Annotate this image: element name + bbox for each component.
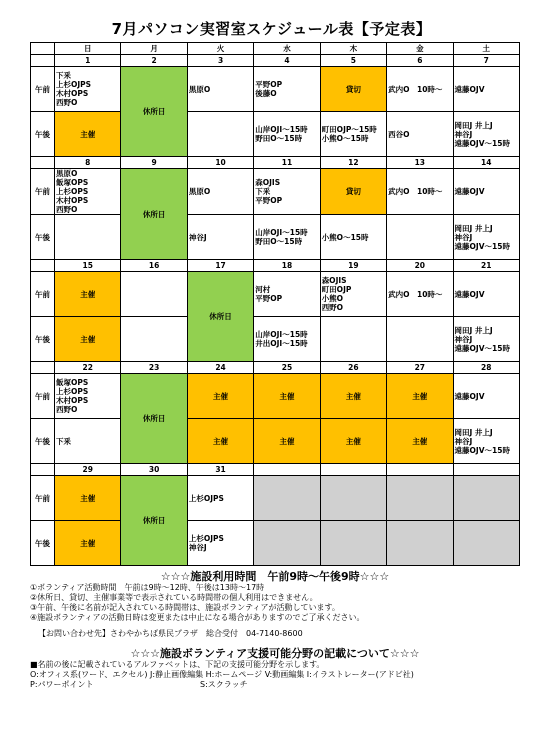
schedule-table bbox=[30, 42, 520, 566]
slot-sun-pm: 主催 bbox=[55, 317, 121, 362]
slot-sun-am: 主催 bbox=[55, 272, 121, 317]
date-thu: 5 bbox=[320, 55, 386, 67]
slot-thu-am: 森OJIS 町田OJP 小熊O 西野O bbox=[320, 272, 386, 317]
pm-label: 午後 bbox=[31, 419, 55, 464]
date-wed bbox=[254, 464, 320, 476]
slot-sun-am: 飯塚OPS 上杉OPS 木村OPS 西野O bbox=[55, 374, 121, 419]
date-tue: 3 bbox=[187, 55, 253, 67]
page-title: 7月パソコン実習室スケジュール表【予定表】 bbox=[111, 20, 432, 38]
slot-thu-pm bbox=[320, 317, 386, 362]
contact-info: 【お問い合わせ先】さわやかちば県民プラザ 総合受付 04-7140-8600 bbox=[38, 629, 303, 638]
slot-mon-pm bbox=[121, 317, 187, 362]
date-mon: 2 bbox=[121, 55, 187, 67]
date-row bbox=[31, 157, 520, 169]
note-line-4: ④施設ボランティアの活動日時は変更または中止になる場合がありますのでご了承ください。 bbox=[30, 613, 365, 622]
date-sun: 29 bbox=[55, 464, 121, 476]
date-tue: 10 bbox=[187, 157, 253, 169]
am-label: 午前 bbox=[31, 476, 55, 521]
am-label: 午前 bbox=[31, 67, 55, 112]
date-row bbox=[31, 55, 520, 67]
slot-mon-am bbox=[121, 272, 187, 317]
pm-label: 午後 bbox=[31, 521, 55, 566]
notes-section bbox=[30, 572, 520, 690]
date-sun: 8 bbox=[55, 157, 121, 169]
date-fri: 13 bbox=[387, 157, 453, 169]
am-row bbox=[31, 169, 520, 215]
date-tue: 17 bbox=[187, 260, 253, 272]
legend-line-1: O:オフィス系(ワード、エクセル) J:静止画像編集 H:ホームページ V:動画編集 I:イラストレーター(アドビ社) bbox=[30, 670, 414, 679]
am-row bbox=[31, 272, 520, 317]
legend-line-2 bbox=[30, 680, 520, 690]
date-sat: 28 bbox=[453, 362, 519, 374]
date-sat bbox=[453, 464, 519, 476]
slot-tue-pm: 主催 bbox=[187, 419, 253, 464]
pm-row bbox=[31, 112, 520, 157]
slot-thu-pm: 町田OJP～15時 小熊O～15時 bbox=[320, 112, 386, 157]
slot-sun-am: 下釆 上杉OJPS 木村OPS 西野O bbox=[55, 67, 121, 112]
date-row bbox=[31, 260, 520, 272]
closed-day-cell: 休所日 bbox=[121, 67, 187, 157]
am-label: 午前 bbox=[31, 374, 55, 419]
slot-tue-am: 上杉OJPS bbox=[187, 476, 253, 521]
closed-day-cell: 休所日 bbox=[121, 169, 187, 260]
date-sun: 15 bbox=[55, 260, 121, 272]
slot-sun-am: 主催 bbox=[55, 476, 121, 521]
slot-fri-pm: 西谷O bbox=[387, 112, 453, 157]
slot-sat-pm: 岡田J 井上J 神谷J 遠藤OJV～15時 bbox=[453, 317, 519, 362]
weekday-thu: 木 bbox=[320, 43, 386, 55]
slot-wed-pm: 山岸OJI～15時 井出OJI～15時 bbox=[254, 317, 320, 362]
date-thu: 19 bbox=[320, 260, 386, 272]
note-line-1: ①ボランティア活動時間 午前は9時～12時、午後は13時～17時 bbox=[30, 583, 265, 592]
slot-sat-am: 遠藤OJV bbox=[453, 67, 519, 112]
slot-wed-am bbox=[254, 476, 320, 521]
am-label: 午前 bbox=[31, 272, 55, 317]
date-mon: 16 bbox=[121, 260, 187, 272]
weekday-fri: 金 bbox=[387, 43, 453, 55]
weekday-sat: 土 bbox=[453, 43, 519, 55]
slot-thu-pm: 小熊O～15時 bbox=[320, 215, 386, 260]
weekday-mon: 月 bbox=[121, 43, 187, 55]
date-tue: 31 bbox=[187, 464, 253, 476]
slot-tue-pm bbox=[187, 112, 253, 157]
slot-fri-am: 武内O 10時～ bbox=[387, 67, 453, 112]
note-line-3: ③午前、午後に名前が記入されている時間帯は、施設ボランティアが活動しています。 bbox=[30, 603, 340, 612]
slot-wed-pm: 主催 bbox=[254, 419, 320, 464]
pm-label: 午後 bbox=[31, 215, 55, 260]
slot-sat-pm bbox=[453, 521, 519, 566]
date-sun: 1 bbox=[55, 55, 121, 67]
slot-wed-am: 平野OP 後藤O bbox=[254, 67, 320, 112]
date-fri: 6 bbox=[387, 55, 453, 67]
date-thu: 12 bbox=[320, 157, 386, 169]
legend-intro: ■名前の後に記載されているアルファベットは、下記の支援可能分野を示します。 bbox=[30, 660, 325, 669]
am-row bbox=[31, 476, 520, 521]
slot-sun-am: 黒原O 飯塚OPS 上杉OPS 木村OPS 西野O bbox=[55, 169, 121, 215]
legend-s: S:スクラッチ bbox=[200, 680, 248, 689]
slot-wed-pm bbox=[254, 521, 320, 566]
slot-wed-am: 森OJIS 下釆 平野OP bbox=[254, 169, 320, 215]
slot-sat-am: 遠藤OJV bbox=[453, 169, 519, 215]
date-row-label bbox=[31, 464, 55, 476]
pm-label: 午後 bbox=[31, 317, 55, 362]
slot-fri-pm bbox=[387, 317, 453, 362]
slot-tue-am: 黒原O bbox=[187, 169, 253, 215]
slot-thu-am: 貸切 bbox=[320, 67, 386, 112]
date-wed: 25 bbox=[254, 362, 320, 374]
date-sat: 7 bbox=[453, 55, 519, 67]
date-wed: 18 bbox=[254, 260, 320, 272]
slot-tue-pm: 上杉OJPS 神谷J bbox=[187, 521, 253, 566]
date-fri bbox=[387, 464, 453, 476]
slot-sun-pm: 主催 bbox=[55, 521, 121, 566]
am-row bbox=[31, 67, 520, 112]
slot-thu-am: 主催 bbox=[320, 374, 386, 419]
date-fri: 20 bbox=[387, 260, 453, 272]
weekday-tue: 火 bbox=[187, 43, 253, 55]
pm-row bbox=[31, 317, 520, 362]
weekday-header-row bbox=[31, 43, 520, 55]
slot-sat-pm: 岡田J 井上J 神谷J 遠藤OJV～15時 bbox=[453, 112, 519, 157]
pm-row bbox=[31, 521, 520, 566]
closed-day-cell: 休所日 bbox=[121, 374, 187, 464]
closed-day-cell: 休所日 bbox=[121, 476, 187, 566]
slot-fri-pm bbox=[387, 215, 453, 260]
slot-sat-am bbox=[453, 476, 519, 521]
slot-tue-am: 黒原O bbox=[187, 67, 253, 112]
slot-wed-am: 河村 平野OP bbox=[254, 272, 320, 317]
slot-sun-pm bbox=[55, 215, 121, 260]
date-mon: 23 bbox=[121, 362, 187, 374]
slot-sun-pm: 下釆 bbox=[55, 419, 121, 464]
slot-thu-pm bbox=[320, 521, 386, 566]
date-mon: 30 bbox=[121, 464, 187, 476]
am-label: 午前 bbox=[31, 169, 55, 215]
legend-p: P:パワーポイント bbox=[30, 680, 94, 689]
slot-sat-am: 遠藤OJV bbox=[453, 272, 519, 317]
date-row-label bbox=[31, 260, 55, 272]
closed-day-cell: 休所日 bbox=[187, 272, 253, 362]
slot-fri-am: 主催 bbox=[387, 374, 453, 419]
slot-sat-pm: 岡田J 井上J 神谷J 遠藤OJV～15時 bbox=[453, 215, 519, 260]
date-sat: 21 bbox=[453, 260, 519, 272]
date-thu: 26 bbox=[320, 362, 386, 374]
date-row bbox=[31, 464, 520, 476]
date-row-label bbox=[31, 157, 55, 169]
slot-wed-pm: 山岸OJI～15時 野田O～15時 bbox=[254, 215, 320, 260]
date-thu bbox=[320, 464, 386, 476]
date-sun: 22 bbox=[55, 362, 121, 374]
slot-wed-am: 主催 bbox=[254, 374, 320, 419]
slot-fri-pm: 主催 bbox=[387, 419, 453, 464]
legend-title: ☆☆☆施設ボランティア支援可能分野の記載について☆☆☆ bbox=[130, 647, 420, 660]
slot-sat-am: 遠藤OJV bbox=[453, 374, 519, 419]
slot-sun-pm: 主催 bbox=[55, 112, 121, 157]
date-row-label bbox=[31, 362, 55, 374]
note-line-2: ②休所日、貸切、主催事業等で表示されている時間帯の個人利用はできません。 bbox=[30, 593, 318, 602]
slot-wed-pm: 山岸OJI～15時 野田O～15時 bbox=[254, 112, 320, 157]
date-wed: 4 bbox=[254, 55, 320, 67]
date-sat: 14 bbox=[453, 157, 519, 169]
weekday-sun: 日 bbox=[55, 43, 121, 55]
slot-tue-pm: 神谷J bbox=[187, 215, 253, 260]
slot-fri-pm bbox=[387, 521, 453, 566]
date-fri: 27 bbox=[387, 362, 453, 374]
slot-thu-pm: 主催 bbox=[320, 419, 386, 464]
date-row bbox=[31, 362, 520, 374]
date-row-label bbox=[31, 55, 55, 67]
slot-thu-am: 貸切 bbox=[320, 169, 386, 215]
weekday-wed: 水 bbox=[254, 43, 320, 55]
slot-fri-am: 武内O 10時～ bbox=[387, 169, 453, 215]
slot-sat-pm: 岡田J 井上J 神谷J 遠藤OJV～15時 bbox=[453, 419, 519, 464]
pm-row bbox=[31, 215, 520, 260]
slot-tue-am: 主催 bbox=[187, 374, 253, 419]
hours-title: ☆☆☆施設利用時間 午前9時～午後9時☆☆☆ bbox=[160, 570, 390, 583]
pm-label: 午後 bbox=[31, 112, 55, 157]
slot-fri-am: 武内O 10時～ bbox=[387, 272, 453, 317]
date-mon: 9 bbox=[121, 157, 187, 169]
pm-row bbox=[31, 419, 520, 464]
am-row bbox=[31, 374, 520, 419]
date-wed: 11 bbox=[254, 157, 320, 169]
slot-fri-am bbox=[387, 476, 453, 521]
date-tue: 24 bbox=[187, 362, 253, 374]
slot-thu-am bbox=[320, 476, 386, 521]
